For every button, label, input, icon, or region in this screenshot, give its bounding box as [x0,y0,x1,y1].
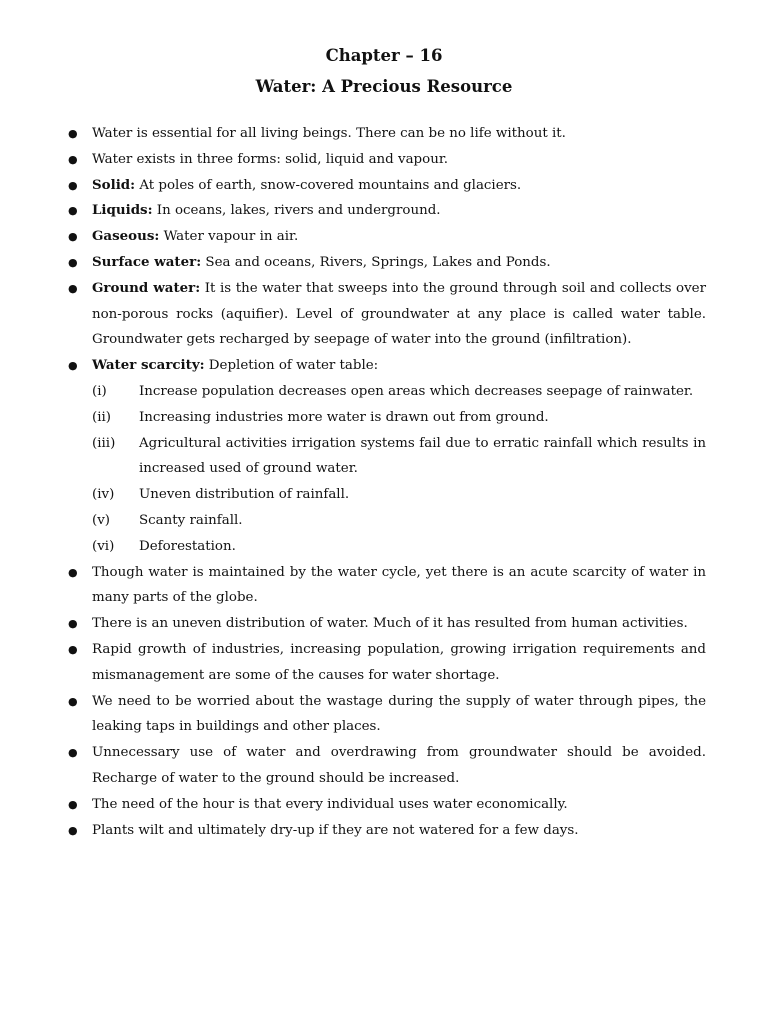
note-text: At poles of earth, snow-covered mountains and glaciers. [135,177,522,193]
roman-numeral: (v) [92,512,111,528]
bullet-icon: ● [68,281,78,295]
bullet-icon: ● [68,642,78,656]
bullet-icon: ● [68,178,78,192]
list-item [64,250,706,276]
bullet-icon: ● [68,127,78,140]
note-label: Liquids: [92,202,153,219]
notes-list [64,121,706,843]
bullet-icon: ● [68,617,78,631]
note-text: Plants wilt and ultimately dry-up if they are not watered for a few days. [92,822,579,838]
sub-item-text: Uneven distribution of rainfall. [139,487,350,503]
list-item [64,637,706,689]
bullet-icon: ● [68,797,78,811]
sub-list-item [92,534,706,560]
note-text: Sea and oceans, Rivers, Springs, Lakes and Ponds. [201,254,551,270]
sub-item-text: Increase population decreases open areas which decreases seepage of rainwater. [139,383,694,399]
note-text: Unnecessary use of water and overdrawing from groundwater should be avoided. Recharge of water to the ground should be increased. [92,745,706,786]
sub-item-text: Deforestation. [139,538,236,554]
note-label: Water scarcity: [92,357,205,374]
sub-item-text: Scanty rainfall. [139,512,243,528]
note-text: The need of the hour is that every individual uses water economically. [92,796,568,812]
bullet-icon: ● [68,204,78,218]
chapter-heading: Chapter – 16 [325,46,443,65]
list-item [64,560,706,612]
note-text: Rapid growth of industries, increasing population, growing irrigation requirements and mismanagement are some of the causes for water shortage. [92,641,706,683]
bullet-icon: ● [68,152,78,166]
note-text: Though water is maintained by the water cycle, yet there is an acute scarcity of water in many parts of the globe. [92,564,706,606]
scarcity-causes-list [92,379,706,560]
sub-list-item [92,482,706,508]
note-text: Water vapour in air. [159,229,299,245]
note-text: Depletion of water table: [204,358,379,374]
bullet-icon: ● [68,255,78,269]
note-text: Water is essential for all living beings. There can be no life without it. [92,126,566,141]
sub-list-item [92,405,706,431]
sub-list-item [92,379,706,405]
list-item [64,818,706,844]
list-item [64,611,706,637]
note-text: There is an uneven distribution of water. Much of it has resulted from human activities. [92,616,688,632]
sub-item-text: Agricultural activities irrigation systems fail due to erratic rainfall which results in increased used of ground water. [139,435,706,477]
bullet-icon: ● [68,565,78,579]
roman-numeral: (iii) [92,435,116,451]
roman-numeral: (iv) [92,487,115,503]
bullet-icon: ● [68,359,78,373]
note-text: It is the water that sweeps into the ground through soil and collects over non-porous rocks (aquifier). Level of groundwater at any place is called water table. Groundwater gets recharged by seepage of water into the ground (infiltration). [92,280,706,348]
list-item [64,147,706,173]
list-item [64,224,706,250]
list-item [64,740,706,792]
sub-list-item [92,431,706,483]
sub-item-text: Increasing industries more water is drawn out from ground. [139,409,549,425]
bullet-icon: ● [68,230,78,244]
note-label: Surface water: [92,253,202,270]
list-item [64,173,706,199]
note-label: Gaseous: [92,228,160,245]
note-text: We need to be worried about the wastage during the supply of water through pipes, the leaking taps in buildings and other places. [92,693,706,735]
list-item [64,276,706,353]
note-label: Ground water: [92,279,201,296]
note-label: Solid: [92,176,136,193]
bullet-icon: ● [68,694,78,708]
note-text: Water exists in three forms: solid, liquid and vapour. [92,151,449,167]
page-title: Water: A Precious Resource [255,77,513,96]
bullet-icon: ● [68,823,78,837]
list-item [64,792,706,818]
sub-list-item [92,508,706,534]
bullet-icon: ● [68,746,78,760]
roman-numeral: (vi) [92,538,115,554]
roman-numeral: (ii) [92,409,112,425]
note-text: In oceans, lakes, rivers and underground. [152,203,441,219]
roman-numeral: (i) [92,383,107,399]
list-item [64,689,706,741]
list-item [64,353,706,559]
list-item [64,121,706,147]
list-item [64,198,706,224]
